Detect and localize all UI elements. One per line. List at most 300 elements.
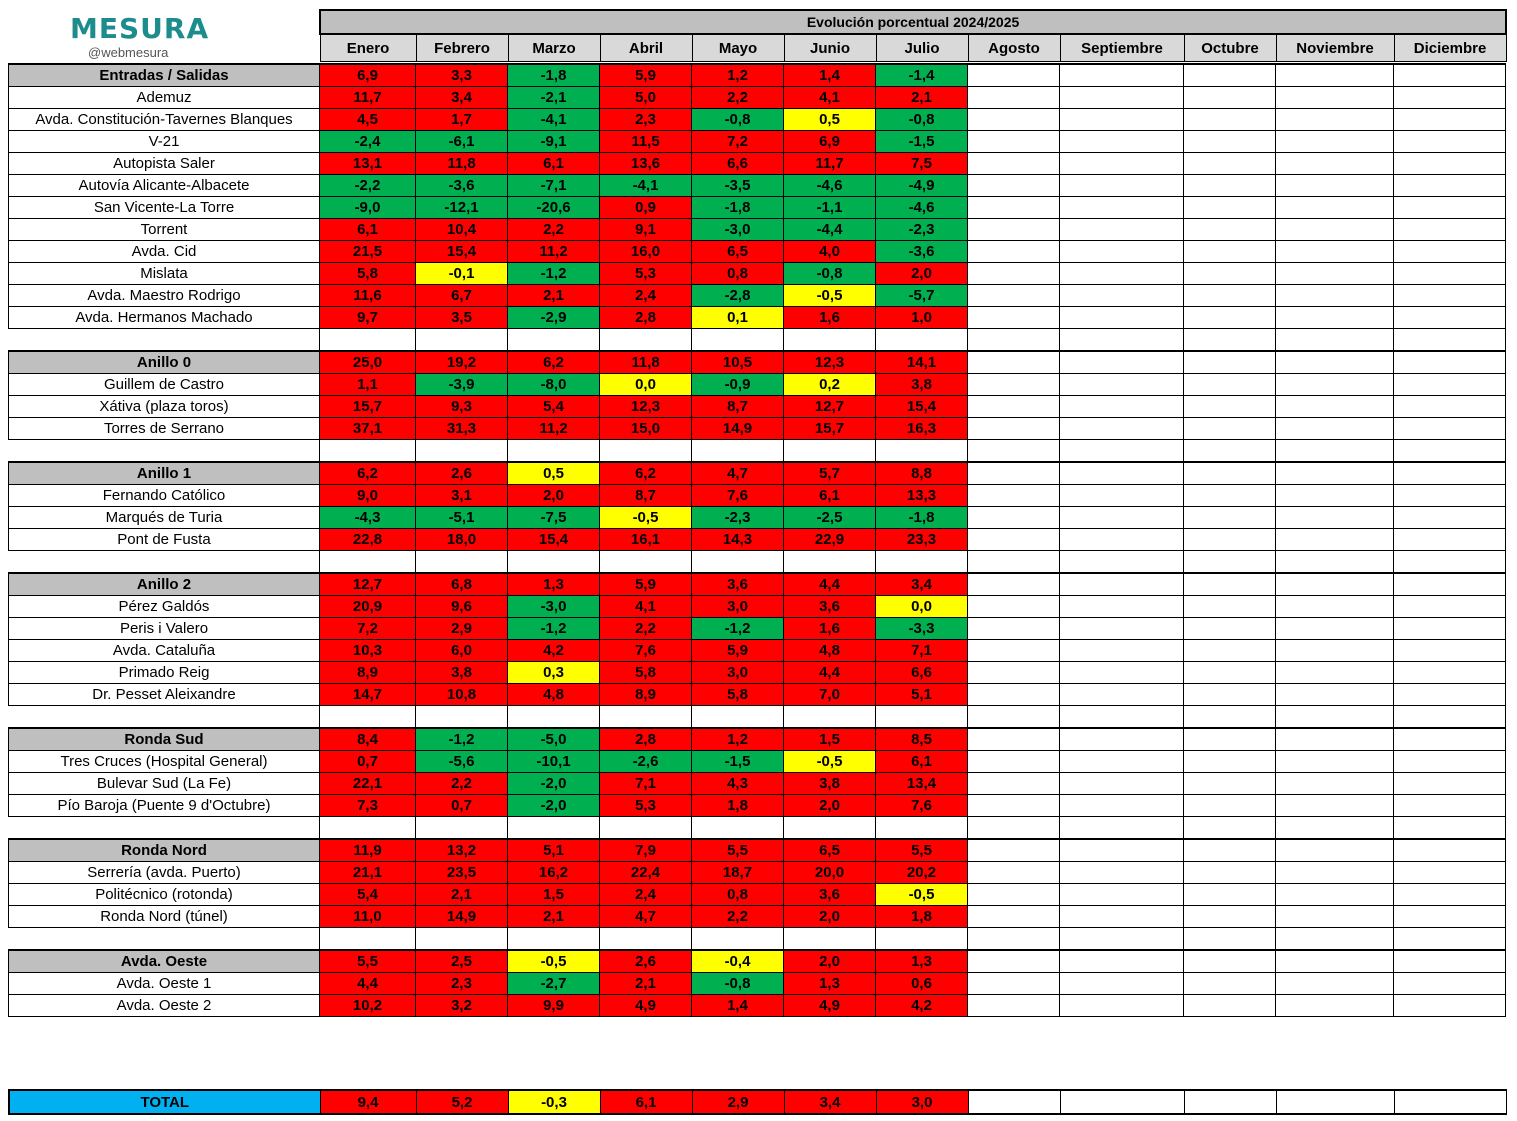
value-cell-enero: 6,2: [320, 462, 416, 485]
row-label-v-21: V-21: [9, 131, 320, 153]
empty-cell: [1184, 64, 1276, 87]
value-cell-febrero: -6,1: [416, 131, 508, 153]
spacer-cell: [9, 928, 320, 951]
value-cell-enero: 10,3: [320, 640, 416, 662]
empty-cell: [1276, 219, 1394, 241]
spacer-row: [9, 928, 1506, 951]
value-cell-marzo: 2,2: [508, 219, 600, 241]
empty-cell: [1184, 440, 1276, 463]
table-row: [9, 751, 1506, 773]
value-cell-febrero: 0,7: [416, 795, 508, 817]
value-cell-abril: -2,6: [600, 751, 692, 773]
empty-cell: [1394, 839, 1506, 862]
value-cell-febrero: 1,7: [416, 109, 508, 131]
empty-cell: [1184, 906, 1276, 928]
value-cell-julio: 13,3: [876, 485, 968, 507]
value-cell-julio: 1,0: [876, 307, 968, 329]
empty-cell: [600, 706, 692, 729]
value-cell-febrero: 2,5: [416, 950, 508, 973]
value-cell-enero: 4,5: [320, 109, 416, 131]
row-label-serreria-avda-puerto: Serrería (avda. Puerto): [9, 862, 320, 884]
empty-cell: [1276, 684, 1394, 706]
empty-cell: [1276, 440, 1394, 463]
value-cell-febrero: 6,8: [416, 573, 508, 596]
empty-cell: [1060, 529, 1184, 551]
empty-cell: [1276, 928, 1394, 951]
table-row: [9, 418, 1506, 440]
table-row: [9, 662, 1506, 684]
value-cell-mayo: -2,8: [692, 285, 784, 307]
value-cell-abril: 9,1: [600, 219, 692, 241]
month-header-enero: Enero: [320, 34, 416, 62]
empty-cell: [968, 551, 1060, 574]
value-cell-marzo: -9,1: [508, 131, 600, 153]
empty-cell: [416, 329, 508, 352]
value-cell-julio: 16,3: [876, 418, 968, 440]
value-cell-enero: 6,9: [320, 64, 416, 87]
empty-cell: [1184, 995, 1276, 1017]
value-cell-junio: 4,4: [784, 662, 876, 684]
row-label-mislata: Mislata: [9, 263, 320, 285]
total-value-mayo: 2,9: [692, 1090, 784, 1114]
value-cell-abril: 12,3: [600, 396, 692, 418]
empty-cell: [1060, 751, 1184, 773]
row-label-fernando-catolico: Fernando Católico: [9, 485, 320, 507]
group-label-anillo-0: Anillo 0: [9, 351, 320, 374]
value-cell-enero: 7,2: [320, 618, 416, 640]
empty-cell: [1060, 418, 1184, 440]
empty-cell: [600, 928, 692, 951]
value-cell-marzo: 16,2: [508, 862, 600, 884]
value-cell-marzo: -1,2: [508, 263, 600, 285]
empty-cell: [1394, 928, 1506, 951]
value-cell-julio: -5,7: [876, 285, 968, 307]
empty-cell: [600, 329, 692, 352]
value-cell-febrero: -3,9: [416, 374, 508, 396]
empty-cell: [876, 817, 968, 840]
empty-cell: [968, 263, 1060, 285]
empty-cell: [968, 973, 1060, 995]
empty-cell: [876, 329, 968, 352]
empty-cell: [1060, 773, 1184, 795]
empty-cell: [1184, 197, 1276, 219]
value-cell-febrero: -1,2: [416, 728, 508, 751]
table-row: [9, 529, 1506, 551]
value-cell-abril: 11,8: [600, 351, 692, 374]
row-label-xativa-plaza-toros: Xátiva (plaza toros): [9, 396, 320, 418]
empty-cell: [1276, 618, 1394, 640]
total-value-junio: 3,4: [784, 1090, 876, 1114]
total-row: [9, 1090, 1506, 1114]
empty-cell: [784, 817, 876, 840]
empty-cell: [1394, 109, 1506, 131]
value-cell-abril: 5,9: [600, 573, 692, 596]
empty-cell: [1394, 973, 1506, 995]
row-label-torrent: Torrent: [9, 219, 320, 241]
empty-cell: [1184, 131, 1276, 153]
value-cell-marzo: -3,0: [508, 596, 600, 618]
value-cell-enero: 5,8: [320, 263, 416, 285]
value-cell-julio: 5,1: [876, 684, 968, 706]
value-cell-febrero: 2,2: [416, 773, 508, 795]
value-cell-marzo: 4,8: [508, 684, 600, 706]
empty-cell: [1060, 928, 1184, 951]
value-cell-febrero: 23,5: [416, 862, 508, 884]
empty-cell: [1276, 950, 1394, 973]
empty-cell: [968, 418, 1060, 440]
value-cell-julio: -1,8: [876, 507, 968, 529]
group-row: [9, 950, 1506, 973]
empty-cell: [876, 551, 968, 574]
spacer-row: [9, 551, 1506, 574]
value-cell-febrero: -0,1: [416, 263, 508, 285]
value-cell-abril: 5,0: [600, 87, 692, 109]
value-cell-julio: 2,1: [876, 87, 968, 109]
spacer-row: [9, 440, 1506, 463]
row-label-autopista-saler: Autopista Saler: [9, 153, 320, 175]
empty-cell: [320, 329, 416, 352]
value-cell-abril: 15,0: [600, 418, 692, 440]
value-cell-junio: 3,8: [784, 773, 876, 795]
value-cell-junio: -4,6: [784, 175, 876, 197]
empty-cell: [1276, 728, 1394, 751]
value-cell-mayo: 7,6: [692, 485, 784, 507]
empty-cell: [1060, 662, 1184, 684]
empty-cell: [968, 153, 1060, 175]
value-cell-enero: 22,8: [320, 529, 416, 551]
empty-cell: [1060, 817, 1184, 840]
empty-cell: [1184, 263, 1276, 285]
empty-cell: [968, 396, 1060, 418]
empty-cell: [968, 906, 1060, 928]
value-cell-enero: 5,5: [320, 950, 416, 973]
value-cell-enero: 21,1: [320, 862, 416, 884]
value-cell-mayo: 1,4: [692, 995, 784, 1017]
empty-cell: [968, 773, 1060, 795]
value-cell-marzo: -1,8: [508, 64, 600, 87]
empty-cell: [1394, 795, 1506, 817]
value-cell-mayo: 3,0: [692, 596, 784, 618]
table-row: [9, 995, 1506, 1017]
empty-cell: [1060, 219, 1184, 241]
empty-cell: [1276, 109, 1394, 131]
value-cell-mayo: -0,4: [692, 950, 784, 973]
table-row: [9, 795, 1506, 817]
empty-cell: [1276, 329, 1394, 352]
value-cell-julio: 23,3: [876, 529, 968, 551]
table-row: [9, 906, 1506, 928]
table-row: [9, 396, 1506, 418]
month-header-octubre: Octubre: [1184, 34, 1276, 62]
empty-cell: [1394, 884, 1506, 906]
value-cell-abril: 2,8: [600, 728, 692, 751]
row-label-pio-baroja-puente-9-d-octubre: Pío Baroja (Puente 9 d'Octubre): [9, 795, 320, 817]
value-cell-enero: 0,7: [320, 751, 416, 773]
empty-cell: [1184, 462, 1276, 485]
value-cell-mayo: 3,0: [692, 662, 784, 684]
value-cell-febrero: 3,1: [416, 485, 508, 507]
table-row: [9, 618, 1506, 640]
value-cell-marzo: -2,0: [508, 795, 600, 817]
month-header-row: [320, 34, 1506, 62]
empty-cell: [1060, 485, 1184, 507]
value-cell-marzo: 4,2: [508, 640, 600, 662]
group-label-ronda-nord: Ronda Nord: [9, 839, 320, 862]
table-header: [319, 9, 1507, 62]
table-title: Evolución porcentual 2024/2025: [320, 10, 1506, 34]
empty-cell: [1276, 773, 1394, 795]
empty-cell: [1060, 906, 1184, 928]
empty-cell: [784, 329, 876, 352]
empty-cell: [968, 706, 1060, 729]
value-cell-julio: 2,0: [876, 263, 968, 285]
empty-cell: [1276, 817, 1394, 840]
empty-cell: [1276, 462, 1394, 485]
empty-cell: [1060, 507, 1184, 529]
value-cell-abril: 0,0: [600, 374, 692, 396]
empty-cell: [1060, 551, 1184, 574]
value-cell-junio: -1,1: [784, 197, 876, 219]
month-header-agosto: Agosto: [968, 34, 1060, 62]
value-cell-marzo: -2,9: [508, 307, 600, 329]
value-cell-febrero: 2,1: [416, 884, 508, 906]
value-cell-mayo: 6,5: [692, 241, 784, 263]
value-cell-abril: 22,4: [600, 862, 692, 884]
group-row: [9, 573, 1506, 596]
value-cell-abril: 4,9: [600, 995, 692, 1017]
value-cell-enero: 25,0: [320, 351, 416, 374]
value-cell-junio: 4,9: [784, 995, 876, 1017]
value-cell-marzo: -2,7: [508, 973, 600, 995]
empty-cell: [968, 131, 1060, 153]
value-cell-julio: 3,4: [876, 573, 968, 596]
month-header-julio: Julio: [876, 34, 968, 62]
row-label-pont-de-fusta: Pont de Fusta: [9, 529, 320, 551]
value-cell-mayo: -2,3: [692, 507, 784, 529]
empty-cell: [1276, 529, 1394, 551]
value-cell-marzo: 0,3: [508, 662, 600, 684]
value-cell-febrero: 15,4: [416, 241, 508, 263]
value-cell-febrero: -5,1: [416, 507, 508, 529]
value-cell-marzo: -20,6: [508, 197, 600, 219]
empty-cell: [1276, 640, 1394, 662]
value-cell-enero: 6,1: [320, 219, 416, 241]
value-cell-febrero: 11,8: [416, 153, 508, 175]
value-cell-mayo: 5,9: [692, 640, 784, 662]
empty-cell: [1394, 307, 1506, 329]
data-table: [8, 63, 1506, 1017]
value-cell-julio: 0,0: [876, 596, 968, 618]
empty-cell: [1184, 396, 1276, 418]
empty-cell: [508, 551, 600, 574]
table-row: [9, 219, 1506, 241]
value-cell-enero: 15,7: [320, 396, 416, 418]
value-cell-junio: 6,9: [784, 131, 876, 153]
value-cell-enero: 11,9: [320, 839, 416, 862]
empty-cell: [968, 507, 1060, 529]
value-cell-febrero: -3,6: [416, 175, 508, 197]
empty-cell: [320, 928, 416, 951]
empty-cell: [968, 307, 1060, 329]
empty-cell: [968, 596, 1060, 618]
empty-cell: [1060, 153, 1184, 175]
value-cell-junio: -4,4: [784, 219, 876, 241]
empty-cell: [1276, 485, 1394, 507]
empty-cell: [1060, 131, 1184, 153]
value-cell-julio: 6,6: [876, 662, 968, 684]
value-cell-julio: -2,3: [876, 219, 968, 241]
value-cell-abril: 2,2: [600, 618, 692, 640]
empty-cell: [968, 662, 1060, 684]
value-cell-mayo: -3,5: [692, 175, 784, 197]
value-cell-junio: 0,2: [784, 374, 876, 396]
empty-cell: [1060, 351, 1184, 374]
value-cell-junio: 6,5: [784, 839, 876, 862]
empty-cell: [1060, 973, 1184, 995]
value-cell-marzo: 2,1: [508, 285, 600, 307]
value-cell-julio: 20,2: [876, 862, 968, 884]
row-label-peris-i-valero: Peris i Valero: [9, 618, 320, 640]
value-cell-enero: 8,9: [320, 662, 416, 684]
empty-cell: [1394, 507, 1506, 529]
empty-cell: [784, 706, 876, 729]
empty-cell: [1184, 795, 1276, 817]
table-row: [9, 197, 1506, 219]
value-cell-junio: 6,1: [784, 485, 876, 507]
value-cell-febrero: 10,4: [416, 219, 508, 241]
value-cell-junio: 12,3: [784, 351, 876, 374]
empty-cell: [1060, 197, 1184, 219]
value-cell-marzo: 2,0: [508, 485, 600, 507]
table-row: [9, 973, 1506, 995]
value-cell-abril: 16,0: [600, 241, 692, 263]
empty-cell: [600, 817, 692, 840]
empty-cell: [968, 87, 1060, 109]
value-cell-mayo: -3,0: [692, 219, 784, 241]
empty-cell: [1394, 285, 1506, 307]
value-cell-junio: 5,7: [784, 462, 876, 485]
total-table: [8, 1089, 1507, 1115]
empty-cell: [1394, 462, 1506, 485]
value-cell-junio: 2,0: [784, 906, 876, 928]
table-row: [9, 773, 1506, 795]
value-cell-junio: 3,6: [784, 596, 876, 618]
value-cell-julio: -4,6: [876, 197, 968, 219]
value-cell-enero: 1,1: [320, 374, 416, 396]
spacer-row: [9, 329, 1506, 352]
empty-cell: [1060, 175, 1184, 197]
value-cell-febrero: 2,9: [416, 618, 508, 640]
value-cell-mayo: -1,2: [692, 618, 784, 640]
total-value-enero: 9,4: [320, 1090, 416, 1114]
empty-cell: [1184, 728, 1276, 751]
empty-cell: [1184, 640, 1276, 662]
row-label-avda-constitucion-tavernes-blanques: Avda. Constitución-Tavernes Blanques: [9, 109, 320, 131]
value-cell-junio: 4,4: [784, 573, 876, 596]
row-label-bulevar-sud-la-fe: Bulevar Sud (La Fe): [9, 773, 320, 795]
empty-cell: [968, 751, 1060, 773]
value-cell-abril: 8,7: [600, 485, 692, 507]
spacer-row: [9, 706, 1506, 729]
empty-cell: [1184, 551, 1276, 574]
empty-cell: [1060, 839, 1184, 862]
value-cell-marzo: 0,5: [508, 462, 600, 485]
total-value-abril: 6,1: [600, 1090, 692, 1114]
value-cell-julio: -3,6: [876, 241, 968, 263]
value-cell-abril: 4,1: [600, 596, 692, 618]
empty-cell: [1184, 973, 1276, 995]
group-label-ronda-sud: Ronda Sud: [9, 728, 320, 751]
empty-cell: [784, 440, 876, 463]
value-cell-julio: 8,8: [876, 462, 968, 485]
empty-cell: [1394, 131, 1506, 153]
value-cell-abril: 5,3: [600, 795, 692, 817]
value-cell-enero: 21,5: [320, 241, 416, 263]
empty-cell: [1060, 950, 1184, 973]
empty-cell: [1394, 862, 1506, 884]
value-cell-mayo: 10,5: [692, 351, 784, 374]
empty-cell: [1184, 839, 1276, 862]
value-cell-marzo: 11,2: [508, 418, 600, 440]
empty-cell: [1060, 618, 1184, 640]
value-cell-mayo: 14,3: [692, 529, 784, 551]
value-cell-marzo: -7,5: [508, 507, 600, 529]
value-cell-mayo: 8,7: [692, 396, 784, 418]
empty-cell: [968, 728, 1060, 751]
table-row: [9, 485, 1506, 507]
empty-cell: [876, 928, 968, 951]
empty-cell: [1184, 529, 1276, 551]
value-cell-abril: 13,6: [600, 153, 692, 175]
value-cell-junio: 2,0: [784, 795, 876, 817]
spacer-row: [9, 817, 1506, 840]
value-cell-enero: -9,0: [320, 197, 416, 219]
row-label-avda-hermanos-machado: Avda. Hermanos Machado: [9, 307, 320, 329]
row-label-san-vicente-la-torre: San Vicente-La Torre: [9, 197, 320, 219]
value-cell-julio: 5,5: [876, 839, 968, 862]
month-header-diciembre: Diciembre: [1394, 34, 1506, 62]
value-cell-marzo: -4,1: [508, 109, 600, 131]
value-cell-marzo: 5,4: [508, 396, 600, 418]
empty-cell: [692, 551, 784, 574]
empty-cell: [1060, 706, 1184, 729]
empty-cell: [1184, 684, 1276, 706]
group-row: [9, 351, 1506, 374]
value-cell-marzo: 6,2: [508, 351, 600, 374]
empty-cell: [508, 928, 600, 951]
row-label-tres-cruces-hospital-general: Tres Cruces (Hospital General): [9, 751, 320, 773]
value-cell-mayo: 18,7: [692, 862, 784, 884]
empty-cell: [1184, 573, 1276, 596]
value-cell-mayo: 1,2: [692, 64, 784, 87]
table-row: [9, 109, 1506, 131]
empty-cell: [416, 817, 508, 840]
empty-cell: [968, 219, 1060, 241]
table-row: [9, 87, 1506, 109]
value-cell-febrero: 31,3: [416, 418, 508, 440]
empty-cell: [1394, 197, 1506, 219]
empty-cell: [1060, 109, 1184, 131]
empty-cell: [1184, 418, 1276, 440]
value-cell-junio: -2,5: [784, 507, 876, 529]
value-cell-mayo: 4,7: [692, 462, 784, 485]
table-row: [9, 175, 1506, 197]
value-cell-mayo: 14,9: [692, 418, 784, 440]
empty-cell: [1394, 529, 1506, 551]
value-cell-enero: 4,4: [320, 973, 416, 995]
value-cell-enero: -4,3: [320, 507, 416, 529]
empty-cell: [1060, 396, 1184, 418]
